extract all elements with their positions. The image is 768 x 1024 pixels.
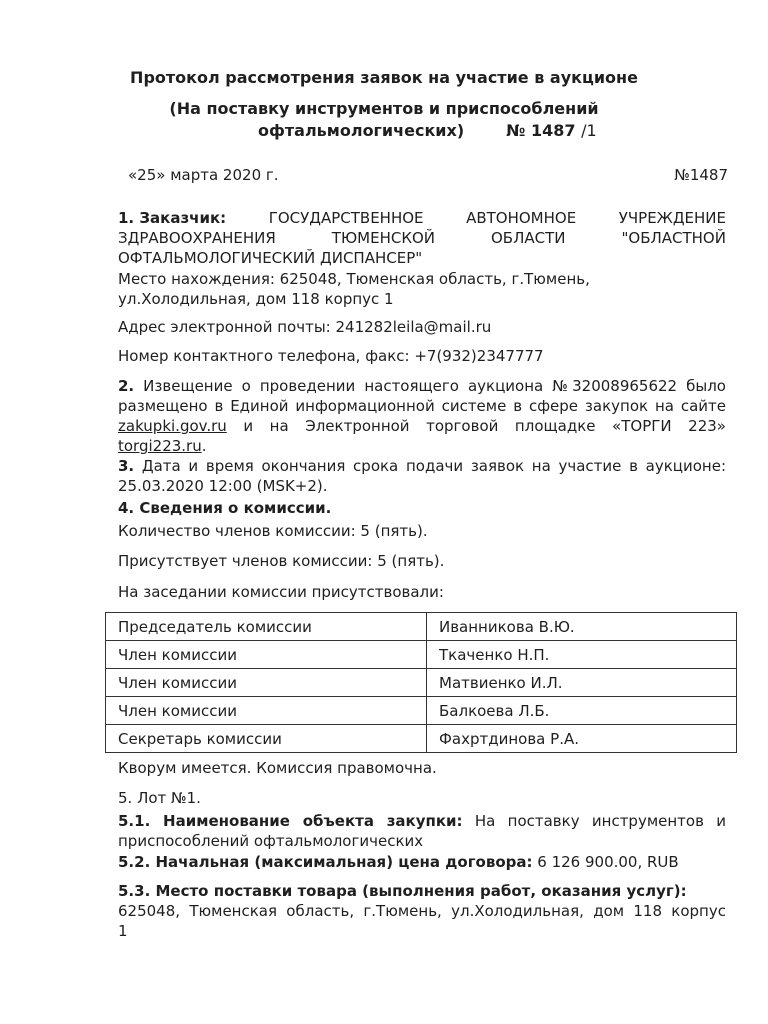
deadline-num: 3.	[118, 457, 135, 475]
member-role: Председатель комиссии	[106, 613, 427, 641]
protocol-subtitle: (На поставку инструментов и приспособлений	[169, 99, 599, 118]
table-row	[106, 669, 737, 697]
lot-delivery-line2: 625048, Тюменская область, г.Тюмень, ул.Холодильная, дом 118 корпус	[118, 902, 726, 920]
lot-delivery	[118, 881, 726, 941]
lot-subject-line1	[118, 811, 726, 831]
customer-line3: ОФТАЛЬМОЛОГИЧЕСКИЙ ДИСПАНСЕР"	[118, 249, 423, 267]
protocol-ref-number: №1487	[674, 166, 728, 184]
table-row	[106, 641, 737, 669]
lot-subject	[118, 811, 726, 851]
member-name: Ткаченко Н.П.	[427, 641, 737, 669]
protocol-number: № 1487	[506, 121, 576, 140]
member-name: Балкоева Л.Б.	[427, 697, 737, 725]
notice-line1	[118, 376, 726, 396]
location-line2: ул.Холодильная, дом 118 корпус 1	[118, 290, 394, 308]
customer-line1	[118, 208, 726, 228]
customer-section	[118, 208, 726, 268]
member-role: Член комиссии	[106, 641, 427, 669]
protocol-title: Протокол рассмотрения заявок на участие в аукционе	[130, 68, 638, 87]
table-row	[106, 613, 737, 641]
customer-word: УЧРЕЖДЕНИЕ	[618, 209, 726, 227]
customer-word: ЗДРАВООХРАНЕНИЯ	[118, 229, 276, 247]
lot-heading: 5. Лот №1.	[118, 789, 201, 807]
deadline-section	[118, 456, 726, 496]
notice-section	[118, 376, 726, 456]
lot-price-value: 6 126 900.00, RUB	[537, 853, 679, 871]
member-name: Матвиенко И.Л.	[427, 669, 737, 697]
deadline-line2: 25.03.2020 12:00 (MSK+2).	[118, 477, 328, 495]
lot-delivery-line3: 1	[118, 922, 128, 940]
customer-line2	[118, 228, 726, 248]
protocol-date: «25» марта 2020 г.	[128, 166, 279, 184]
member-role: Секретарь комиссии	[106, 725, 427, 753]
subtitle-text: офтальмологических)	[258, 121, 465, 140]
lot-subject-label: 5.1. Наименование объекта закупки:	[118, 812, 463, 830]
lot-price	[118, 852, 726, 872]
customer-word: ГОСУДАРСТВЕННОЕ	[268, 209, 424, 227]
present-count: Присутствует членов комиссии: 5 (пять).	[118, 552, 445, 570]
commission-heading: 4. Сведения о комиссии.	[118, 499, 332, 517]
notice-num: 2.	[118, 377, 135, 395]
table-row	[106, 725, 737, 753]
commission-table	[105, 612, 737, 753]
zakupki-link[interactable]: zakupki.gov.ru	[118, 417, 227, 435]
notice-line2: размещено в Единой информационной системе в сфере закупок на сайте	[118, 397, 726, 415]
quorum-text: Кворум имеется. Комиссия правомочна.	[118, 759, 437, 777]
customer-word: "ОБЛАСТНОЙ	[621, 229, 726, 247]
notice-text: Извещение о проведении настоящего аукциона №32008965622 было	[143, 377, 726, 395]
torgi223-link[interactable]: torgi223.ru	[118, 437, 202, 455]
notice-line4	[118, 436, 726, 456]
present-label: На заседании комиссии присутствовали:	[118, 583, 444, 601]
deadline-text: Дата и время окончания срока подачи заявок на участие в аукционе:	[141, 457, 726, 475]
notice-text: и на Электронной торговой площадке «ТОРГИ 223»	[243, 417, 726, 435]
lot-price-label: 5.2. Начальная (максимальная) цена договора:	[118, 853, 533, 871]
notice-end: .	[201, 437, 207, 455]
customer-email: Адрес электронной почты: 241282leila@mail.ru	[118, 318, 492, 336]
notice-line3	[118, 416, 726, 436]
member-role: Член комиссии	[106, 669, 427, 697]
customer-phone: Номер контактного телефона, факс: +7(932)2347777	[118, 347, 544, 365]
customer-label: 1. Заказчик:	[118, 209, 227, 227]
customer-word: ОБЛАСТИ	[491, 229, 566, 247]
members-count: Количество членов комиссии: 5 (пять).	[118, 522, 428, 540]
lot-subject-text: На поставку инструментов и	[474, 812, 726, 830]
table-row	[106, 697, 737, 725]
member-role: Член комиссии	[106, 697, 427, 725]
customer-location	[118, 269, 726, 309]
protocol-number-suffix: /1	[581, 121, 597, 140]
customer-word: АВТОНОМНОЕ	[466, 209, 577, 227]
protocol-subtitle-line2	[258, 121, 597, 140]
member-name: Фахртдинова Р.А.	[427, 725, 737, 753]
customer-word: ТЮМЕНСКОЙ	[331, 229, 436, 247]
member-name: Иванникова В.Ю.	[427, 613, 737, 641]
location-line1: Место нахождения: 625048, Тюменская область, г.Тюмень,	[118, 270, 590, 288]
lot-delivery-label: 5.3. Место поставки товара (выполнения работ, оказания услуг):	[118, 882, 687, 900]
lot-subject-line2: приспособлений офтальмологических	[118, 832, 424, 850]
deadline-line1	[118, 456, 726, 476]
